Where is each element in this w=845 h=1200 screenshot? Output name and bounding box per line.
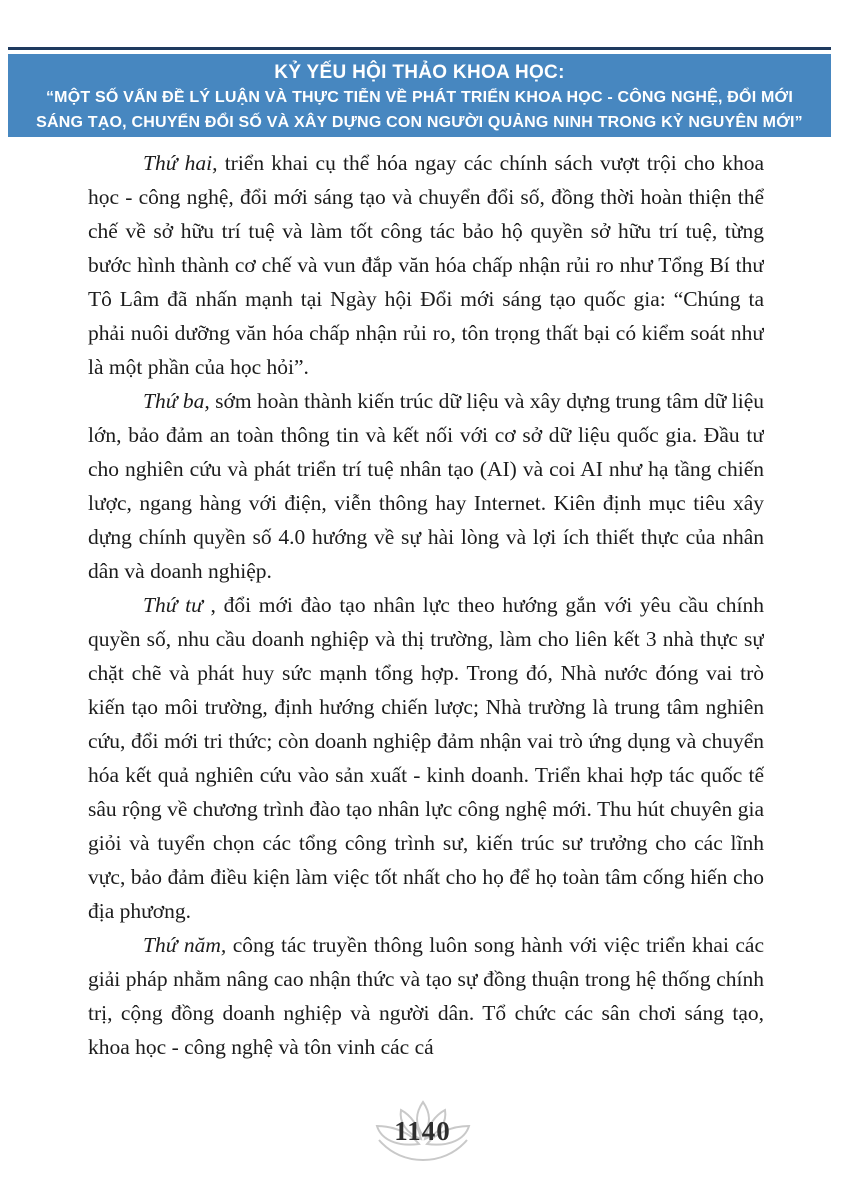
paragraph-lead: Thứ hai, — [143, 151, 218, 175]
header-rule — [8, 47, 831, 50]
paragraph-thu-hai — [88, 146, 764, 384]
paragraph-thu-tu — [88, 588, 764, 928]
paragraph-text: sớm hoàn thành kiến trúc dữ liệu và xây dựng trung tâm dữ liệu lớn, bảo đảm an toàn thông tin và kết nối với cơ sở dữ liệu quốc gia. Đầu tư cho nghiên cứu và phát triển trí tuệ nhân tạo (AI) và coi AI như hạ tầng chiến lược, ngang hàng với điện, viễn thông hay Internet. Kiên định mục tiêu xây dựng chính quyền số 4.0 hướng về sự hài lòng và lợi ích thiết thực của nhân dân và doanh nghiệp. — [88, 389, 764, 583]
paragraph-thu-nam — [88, 928, 764, 1064]
banner-title: KỶ YẾU HỘI THẢO KHOA HỌC: — [274, 62, 565, 83]
page-number: 1140 — [394, 1116, 451, 1146]
banner-subtitle-line2: SÁNG TẠO, CHUYỂN ĐỔI SỐ VÀ XÂY DỰNG CON NGƯỜI QUẢNG NINH TRONG KỶ NGUYÊN MỚI” — [36, 114, 803, 131]
paragraph-lead: Thứ ba, — [143, 389, 210, 413]
banner-subtitle-line1: “MỘT SỐ VẤN ĐỀ LÝ LUẬN VÀ THỰC TIỄN VỀ PHÁT TRIỂN KHOA HỌC - CÔNG NGHỆ, ĐỔI MỚI — [45, 89, 794, 106]
paragraph-thu-ba — [88, 384, 764, 588]
footer-ornament — [363, 1096, 483, 1164]
paragraph-lead: Thứ tư — [143, 593, 203, 617]
paragraph-text: triển khai cụ thể hóa ngay các chính sách vượt trội cho khoa học - công nghệ, đổi mới sáng tạo và chuyển đổi số, đồng thời hoàn thiện thể chế về sở hữu trí tuệ và làm tốt công tác bảo hộ quyền sở hữu trí tuệ, từng bước hình thành cơ chế và vun đắp văn hóa chấp nhận rủi ro như Tổng Bí thư Tô Lâm đã nhấn mạnh tại Ngày hội Đổi mới sáng tạo quốc gia: “Chúng ta phải nuôi dưỡng văn hóa chấp nhận rủi ro, tôn trọng thất bại có kiểm soát như là một phần của học hỏi”. — [88, 151, 764, 379]
paragraph-text: , đổi mới đào tạo nhân lực theo hướng gắn với yêu cầu chính quyền số, nhu cầu doanh nghiệp và thị trường, làm cho liên kết 3 nhà thực sự chặt chẽ và phát huy sức mạnh tổng hợp. Trong đó, Nhà nước đóng vai trò kiến tạo môi trường, định hướng chiến lược; Nhà trường là trung tâm nghiên cứu, đổi mới tri thức; còn doanh nghiệp đảm nhận vai trò ứng dụng và chuyển hóa kết quả nghiên cứu vào sản xuất - kinh doanh. Triển khai hợp tác quốc tế sâu rộng về chương trình đào tạo nhân lực công nghệ mới. Thu hút chuyên gia giỏi và tuyển chọn các tổng công trình sư, kiến trúc sư trưởng cho các lĩnh vực, bảo đảm điều kiện làm việc tốt nhất cho họ để họ toàn tâm cống hiến cho địa phương. — [88, 593, 764, 923]
paragraph-lead: Thứ năm, — [143, 933, 227, 957]
header-banner — [8, 54, 831, 137]
page-footer — [0, 1094, 845, 1166]
body-text — [88, 146, 764, 1098]
paragraph-text: công tác truyền thông luôn song hành với việc triển khai các giải pháp nhằm nâng cao nhận thức và tạo sự đồng thuận trong hệ thống chính trị, cộng đồng doanh nghiệp và người dân. Tổ chức các sân chơi sáng tạo, khoa học - công nghệ và tôn vinh các cá — [88, 933, 764, 1059]
